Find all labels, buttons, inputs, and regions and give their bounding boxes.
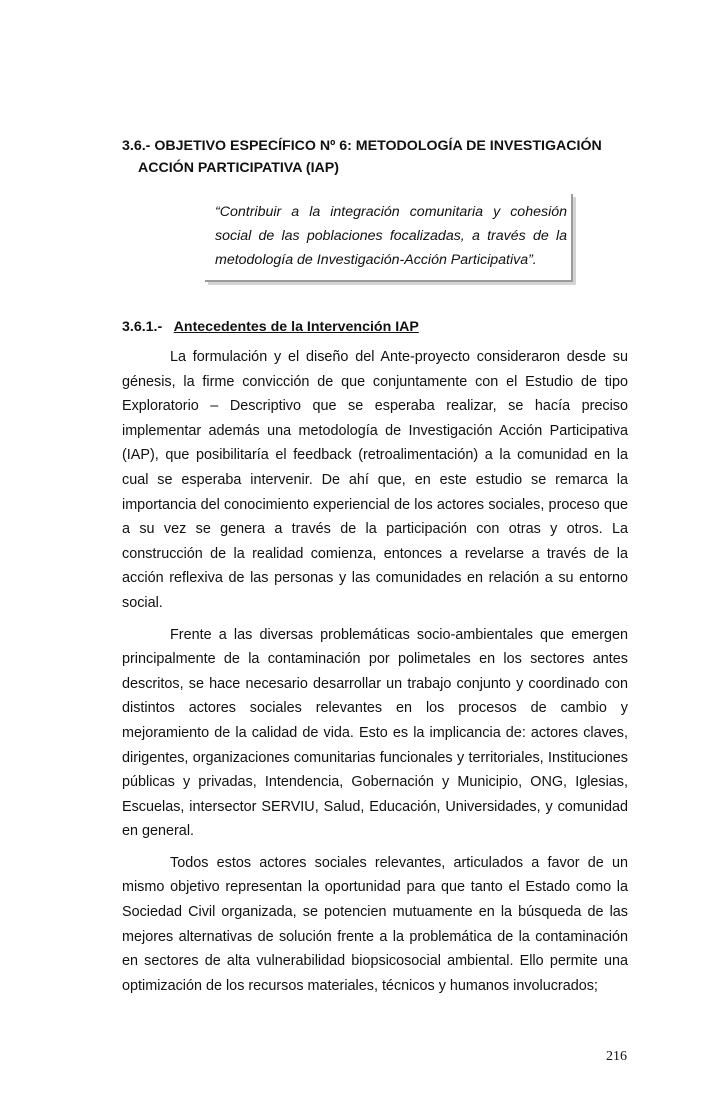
body-text [122,345,628,1005]
page-number: 216 [606,1049,627,1064]
objective-quote: “Contribuir a la integración comunitaria y cohesión social de las poblaciones focalizadas, a través de la metodología de Investigación-Acción Participativa”. [215,204,567,268]
paragraph-3: Todos estos actores sociales relevantes, articulados a favor de un mismo objetivo representan la oportunidad para que tanto el Estado como la Sociedad Civil organizada, se potencien mutuamente en la búsqueda de las mejores alternativas de solución frente a la problemática de la contaminación en sectores de alta vulnerabilidad biopsicosocial ambiental. Ello permite una optimización de los recursos materiales, técnicos y humanos involucrados; [122,854,628,994]
objective-quote-box [205,194,573,282]
section-heading [122,135,634,179]
paragraph-2: Frente a las diversas problemáticas socio-ambientales que emergen principalmente de la contaminación por polimetales en los sectores antes descritos, se hace necesario desarrollar un trabajo conjunto y coordinado con distintos actores sociales relevantes en los procesos de cambio y mejoramiento de la calidad de vida. Esto es la implicancia de: actores claves, dirigentes, organizaciones comunitarias funcionales y territoriales, Instituciones públicas y privadas, Intendencia, Gobernación y Municipio, ONG, Iglesias, Escuelas, intersector SERVIU, Salud, Educación, Universidades, y comunidad en general. [122,626,628,840]
section-heading-line2: ACCIÓN PARTICIPATIVA (IAP) [138,160,339,176]
section-heading-line1: 3.6.- OBJETIVO ESPECÍFICO Nº 6: METODOLOGÍA DE INVESTIGACIÓN [122,138,602,154]
subsection-number: 3.6.1.- [122,319,163,335]
subsection-heading [122,317,419,337]
subsection-title: Antecedentes de la Intervención IAP [173,319,419,335]
paragraph-1: La formulación y el diseño del Ante-proyecto consideraron desde su génesis, la firme convicción de que conjuntamente con el Estudio de tipo Exploratorio – Descriptivo que se esperaba realizar, se hacía preciso implementar además una metodología de Investigación Acción Participativa (IAP), que posibilitaría el feedback (retroalimentación) a la comunidad en la cual se esperaba intervenir. De ahí que, en este estudio se remarca la importancia del conocimiento experiencial de los actores sociales, proceso que a su vez se genera a través de la participación con otras y otros. La construcción de la realidad comienza, entonces a revelarse a través de la acción reflexiva de las personas y las comunidades en relación a su entorno social. [122,349,628,611]
